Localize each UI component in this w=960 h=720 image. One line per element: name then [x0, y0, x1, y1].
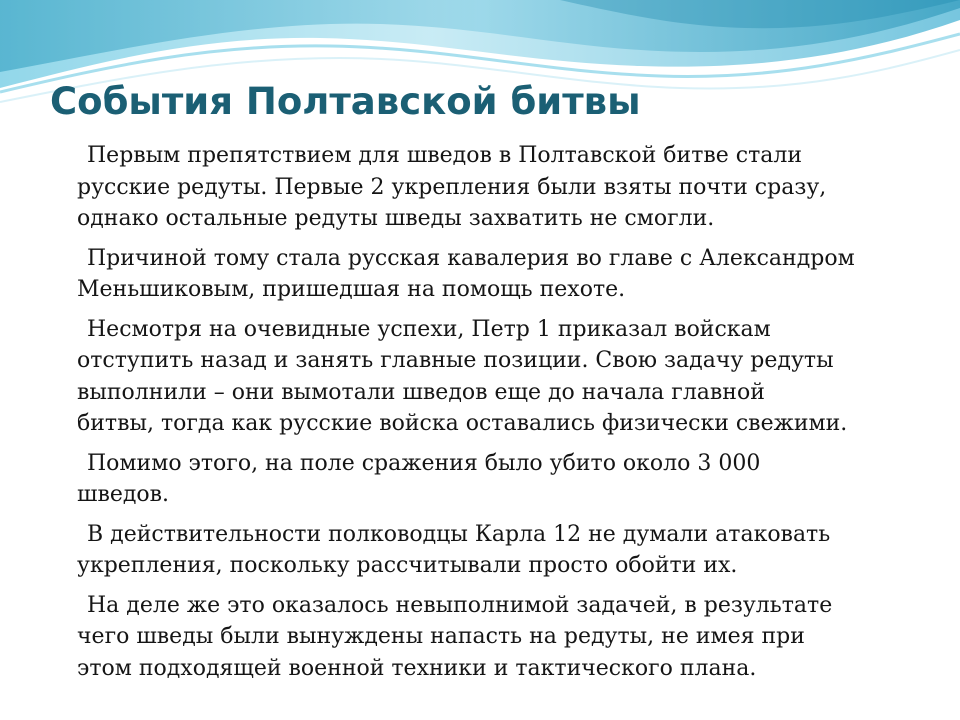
paragraph-2 [77, 243, 947, 306]
text-line: Меньшиковым, пришедшая на помощь пехоте. [77, 277, 626, 302]
paragraph-3 [77, 314, 947, 440]
slide-body [77, 140, 947, 692]
paragraph-4 [77, 448, 947, 511]
text-line: Причиной тому стала русская кавалерия во главе с Александром [87, 245, 855, 271]
text-line: однако остальные редуты шведы захватить не смогли. [77, 206, 715, 231]
text-line: укрепления, поскольку рассчитывали просто обойти их. [77, 553, 738, 578]
text-line: отступить назад и занять главные позиции. Свою задачу редуты [77, 348, 834, 373]
paragraph-5 [77, 519, 947, 582]
text-line: На деле же это оказалось невыполнимой задачей, в результате [87, 592, 833, 618]
text-line: выполнили – они вымотали шведов еще до начала главной [77, 379, 765, 405]
text-line: Помимо этого, на поле сражения было убито около 3 000 [87, 450, 761, 476]
text-line: битвы, тогда как русские войска оставались физически свежими. [77, 411, 848, 436]
paragraph-1 [77, 140, 947, 235]
text-line: этом подходящей военной техники и тактического плана. [77, 655, 757, 681]
text-line: русские редуты. Первые 2 укрепления были взяты почти сразу, [77, 174, 827, 200]
text-line: чего шведы были вынуждены напасть на редуты, не имея при [77, 624, 805, 649]
text-line: шведов. [77, 482, 170, 507]
text-line: Первым препятствием для шведов в Полтавской битве стали [87, 143, 803, 168]
text-line: В действительности полководцы Карла 12 не думали атаковать [87, 521, 831, 547]
slide-title: События Полтавской битвы [50, 80, 641, 123]
text-line: Несмотря на очевидные успехи, Петр 1 приказал войскам [87, 316, 771, 342]
paragraph-6 [77, 590, 947, 685]
